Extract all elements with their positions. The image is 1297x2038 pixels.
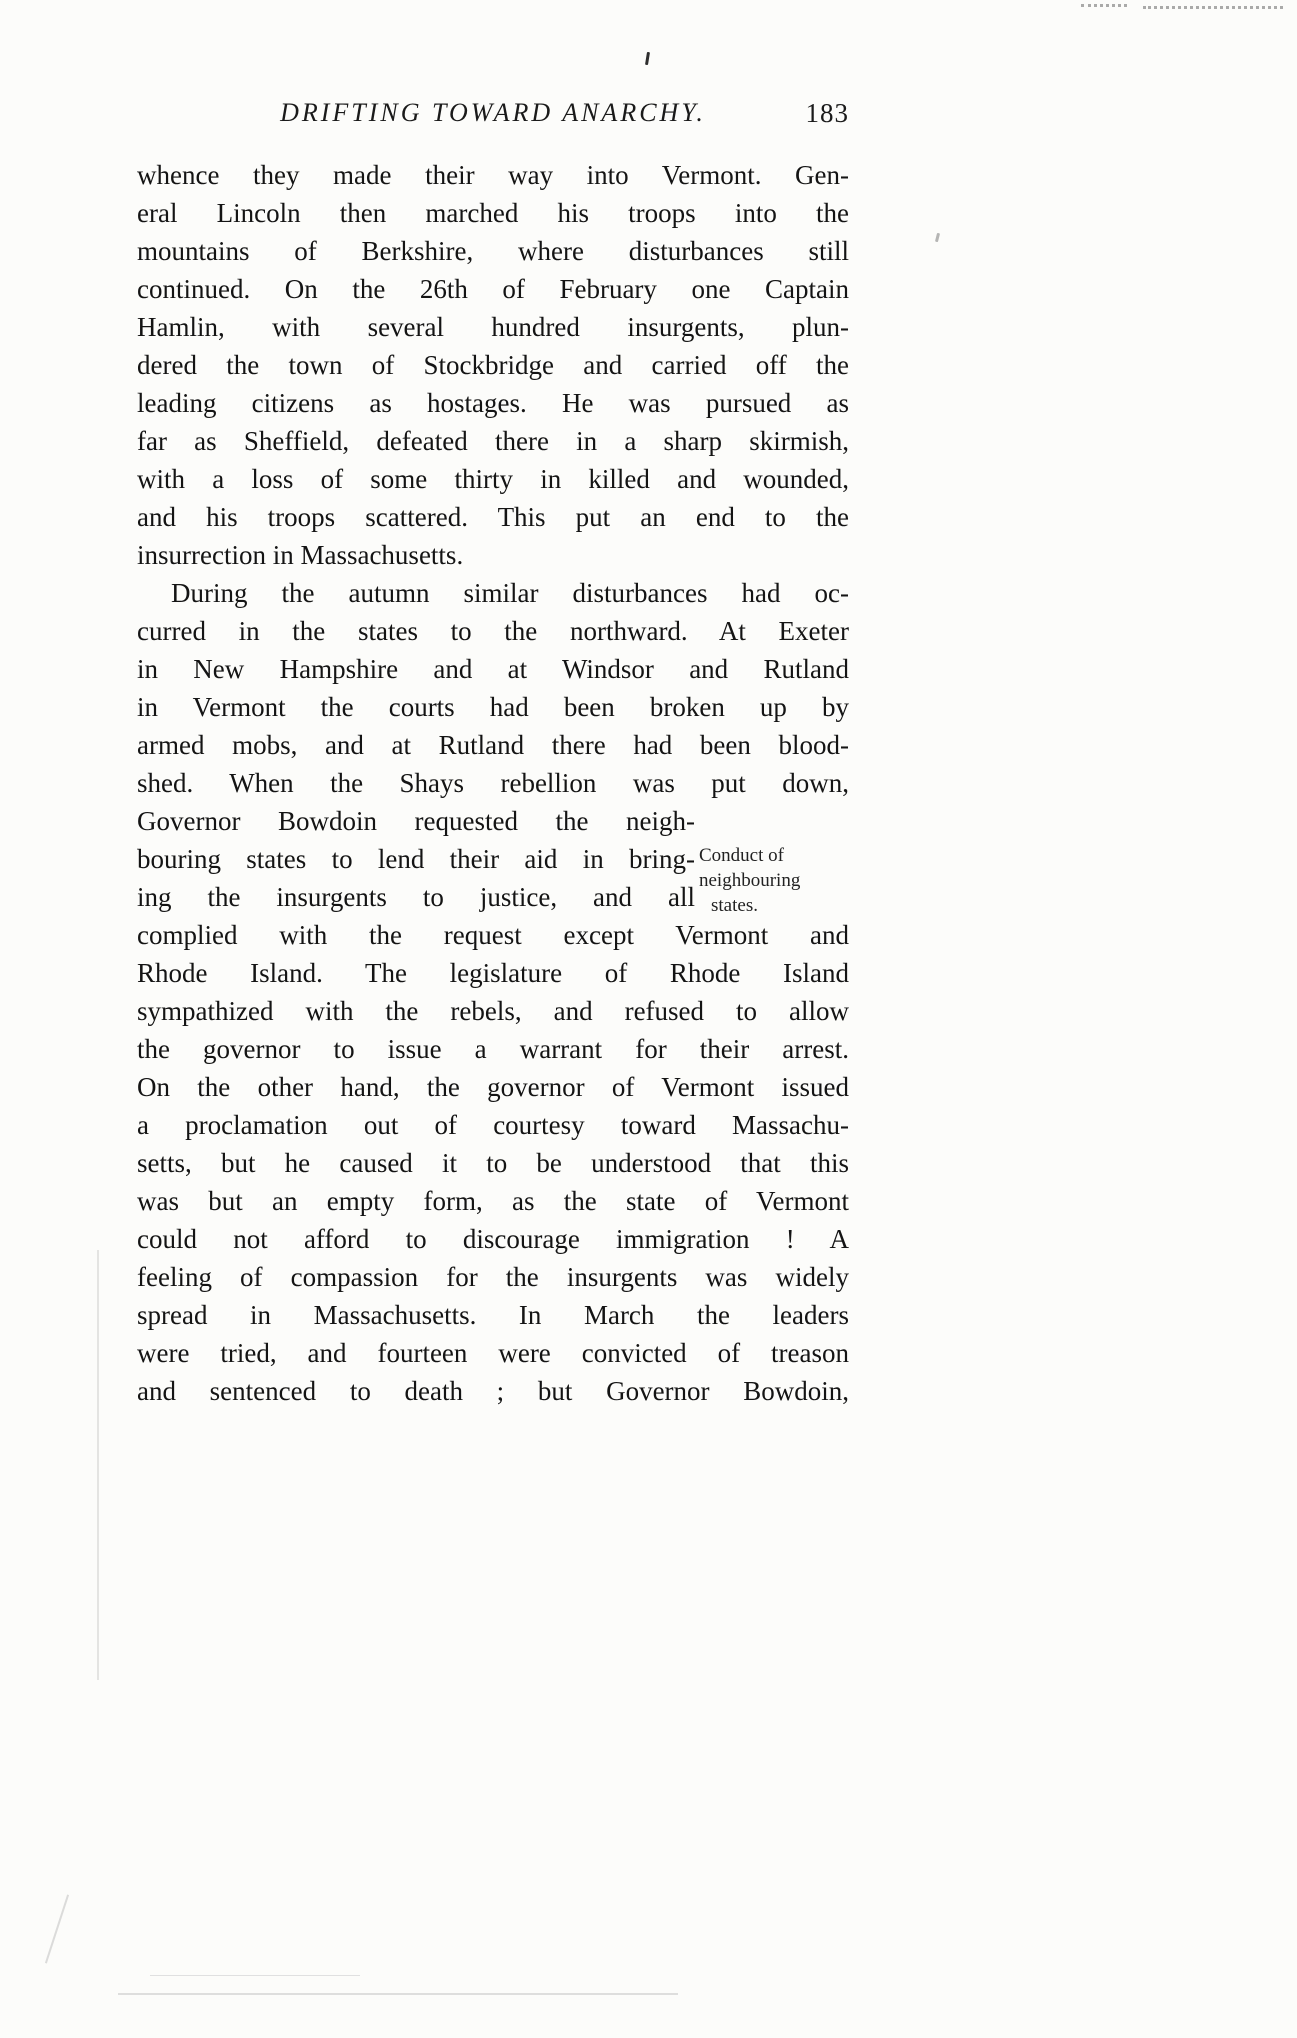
text-line: spread in Massachusetts. In March the leaders: [137, 1300, 849, 1330]
text-line: Hamlin, with several hundred insurgents, plun-: [137, 312, 849, 342]
text-line: could not afford to discourage immigration ! A: [137, 1224, 849, 1254]
text-line: far as Sheffield, defeated there in a sharp skirmish,: [137, 426, 849, 456]
text-line: in New Hampshire and at Windsor and Rutland: [137, 654, 849, 684]
text-block: [137, 156, 849, 1410]
text-line: in Vermont the courts had been broken up by: [137, 692, 849, 722]
scan-artifact-mark: [935, 233, 940, 242]
scan-artifact-edge: [97, 1250, 99, 1680]
page-number: 183: [805, 98, 849, 128]
scan-artifact-dots: [1143, 6, 1283, 9]
text-line: bouring states to lend their aid in bring-: [137, 844, 695, 874]
text-line: mountains of Berkshire, where disturbances still: [137, 236, 849, 266]
text-line: the governor to issue a warrant for their arrest.: [137, 1034, 849, 1064]
text-line: feeling of compassion for the insurgents was widely: [137, 1262, 849, 1292]
text-line: continued. On the 26th of February one Captain: [137, 274, 849, 304]
page-header-title: DRIFTING TOWARD ANARCHY.: [280, 98, 706, 127]
scan-artifact-scratch: [45, 1894, 69, 1963]
text-line: complied with the request except Vermont and: [137, 920, 849, 950]
text-line: During the autumn similar disturbances had oc-: [171, 578, 849, 608]
text-line: ing the insurgents to justice, and all: [137, 882, 695, 912]
text-line: insurrection in Massachusetts.: [137, 540, 464, 570]
text-line: setts, but he caused it to be understood that this: [137, 1148, 849, 1178]
text-line: and sentenced to death ; but Governor Bowdoin,: [137, 1376, 849, 1406]
text-line: whence they made their way into Vermont. Gen-: [137, 160, 849, 190]
running-head: [137, 98, 849, 134]
sidenote-line: Conduct of: [699, 845, 784, 866]
text-line: shed. When the Shays rebellion was put down,: [137, 768, 849, 798]
scan-artifact-line: [118, 1993, 678, 1995]
text-line: a proclamation out of courtesy toward Massachu-: [137, 1110, 849, 1140]
sidenote-line: neighbouring: [699, 870, 801, 891]
scan-artifact-mark: [645, 52, 650, 65]
text-line: were tried, and fourteen were convicted of treason: [137, 1338, 849, 1368]
text-line: and his troops scattered. This put an end to the: [137, 502, 849, 532]
text-line: with a loss of some thirty in killed and wounded,: [137, 464, 849, 494]
text-line: eral Lincoln then marched his troops into the: [137, 198, 849, 228]
sidenote: [699, 843, 849, 918]
scan-artifact-dots: [1081, 4, 1127, 7]
text-line: Governor Bowdoin requested the neigh-: [137, 806, 695, 836]
paragraph: [137, 156, 849, 574]
sidenote-line: states.: [711, 895, 758, 916]
text-line: sympathized with the rebels, and refused to allow: [137, 996, 849, 1026]
text-line: dered the town of Stockbridge and carried off the: [137, 350, 849, 380]
text-line: leading citizens as hostages. He was pursued as: [137, 388, 849, 418]
paragraph: [137, 574, 849, 1410]
scan-artifact-line: [150, 1975, 360, 1976]
text-line: armed mobs, and at Rutland there had been blood-: [137, 730, 849, 760]
text-line: was but an empty form, as the state of Vermont: [137, 1186, 849, 1216]
text-line: On the other hand, the governor of Vermont issued: [137, 1072, 849, 1102]
text-line: Rhode Island. The legislature of Rhode Island: [137, 958, 849, 988]
text-line: curred in the states to the northward. At Exeter: [137, 616, 849, 646]
body-lines: [137, 156, 849, 1410]
